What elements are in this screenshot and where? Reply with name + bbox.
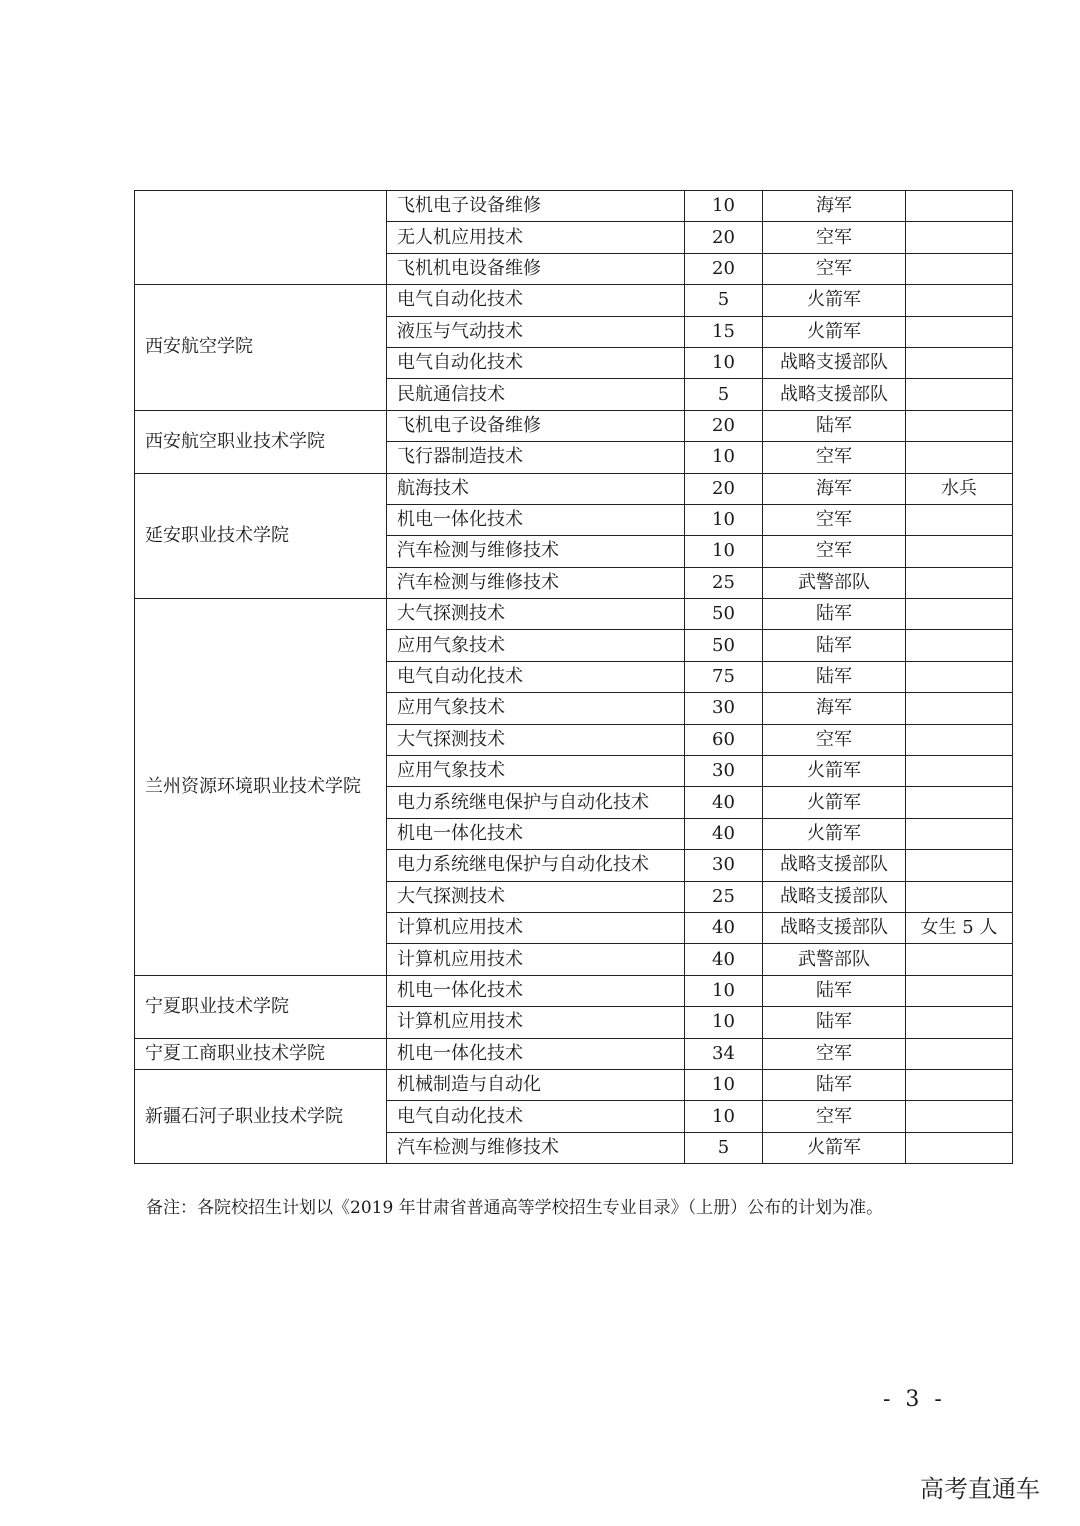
footnote: 备注：各院校招生计划以《2019 年甘肃省普通高等学校招生专业目录》（上册）公布的计划为准。 [146, 1198, 884, 1218]
remark-cell [906, 1038, 1013, 1069]
branch-cell: 陆军 [763, 661, 906, 692]
branch-cell: 火箭军 [763, 316, 906, 347]
count-cell: 5 [685, 1132, 763, 1163]
major-cell: 机械制造与自动化 [387, 1069, 685, 1100]
branch-cell: 陆军 [763, 630, 906, 661]
major-cell: 应用气象技术 [387, 756, 685, 787]
table-row [135, 975, 1013, 1006]
branch-cell: 空军 [763, 1101, 906, 1132]
school-name-cell: 兰州资源环境职业技术学院 [135, 599, 387, 976]
remark-cell [906, 536, 1013, 567]
remark-cell [906, 316, 1013, 347]
major-cell: 机电一体化技术 [387, 504, 685, 535]
major-cell: 电气自动化技术 [387, 661, 685, 692]
count-cell: 50 [685, 599, 763, 630]
major-cell: 大气探测技术 [387, 599, 685, 630]
major-cell: 电气自动化技术 [387, 347, 685, 378]
count-cell: 20 [685, 253, 763, 284]
branch-cell: 战略支援部队 [763, 881, 906, 912]
major-cell: 无人机应用技术 [387, 222, 685, 253]
remark-cell [906, 1069, 1013, 1100]
major-cell: 大气探测技术 [387, 881, 685, 912]
count-cell: 15 [685, 316, 763, 347]
remark-cell [906, 756, 1013, 787]
count-cell: 20 [685, 222, 763, 253]
school-name-cell: 西安航空学院 [135, 285, 387, 411]
count-cell: 5 [685, 285, 763, 316]
branch-cell: 火箭军 [763, 756, 906, 787]
branch-cell: 空军 [763, 504, 906, 535]
major-cell: 应用气象技术 [387, 630, 685, 661]
count-cell: 20 [685, 473, 763, 504]
remark-cell [906, 191, 1013, 222]
school-name-cell [135, 191, 387, 285]
major-cell: 应用气象技术 [387, 693, 685, 724]
major-cell: 大气探测技术 [387, 724, 685, 755]
school-name-cell: 延安职业技术学院 [135, 473, 387, 599]
major-cell: 汽车检测与维修技术 [387, 1132, 685, 1163]
remark-cell [906, 693, 1013, 724]
remark-cell [906, 724, 1013, 755]
branch-cell: 陆军 [763, 1007, 906, 1038]
count-cell: 50 [685, 630, 763, 661]
major-cell: 飞机机电设备维修 [387, 253, 685, 284]
major-cell: 机电一体化技术 [387, 818, 685, 849]
remark-cell [906, 567, 1013, 598]
count-cell: 10 [685, 1069, 763, 1100]
major-cell: 电气自动化技术 [387, 1101, 685, 1132]
remark-cell [906, 599, 1013, 630]
major-cell: 飞机电子设备维修 [387, 191, 685, 222]
school-name-cell: 西安航空职业技术学院 [135, 410, 387, 473]
table-row [135, 285, 1013, 316]
table-body [135, 191, 1013, 1164]
major-cell: 液压与气动技术 [387, 316, 685, 347]
count-cell: 10 [685, 504, 763, 535]
major-cell: 汽车检测与维修技术 [387, 536, 685, 567]
major-cell: 航海技术 [387, 473, 685, 504]
branch-cell: 海军 [763, 191, 906, 222]
count-cell: 10 [685, 347, 763, 378]
remark-cell: 女生 5 人 [906, 912, 1013, 943]
count-cell: 30 [685, 693, 763, 724]
remark-cell [906, 630, 1013, 661]
major-cell: 计算机应用技术 [387, 1007, 685, 1038]
major-cell: 汽车检测与维修技术 [387, 567, 685, 598]
remark-cell [906, 944, 1013, 975]
remark-cell [906, 975, 1013, 1006]
major-cell: 机电一体化技术 [387, 1038, 685, 1069]
remark-cell [906, 1101, 1013, 1132]
major-cell: 电力系统继电保护与自动化技术 [387, 850, 685, 881]
count-cell: 5 [685, 379, 763, 410]
branch-cell: 火箭军 [763, 285, 906, 316]
enrollment-plan-table [134, 190, 1013, 1164]
branch-cell: 空军 [763, 724, 906, 755]
branch-cell: 战略支援部队 [763, 850, 906, 881]
remark-cell [906, 222, 1013, 253]
branch-cell: 空军 [763, 222, 906, 253]
watermark-text: 高考直通车 [920, 1475, 1040, 1503]
table-row [135, 599, 1013, 630]
table-row [135, 473, 1013, 504]
branch-cell: 火箭军 [763, 818, 906, 849]
count-cell: 20 [685, 410, 763, 441]
major-cell: 飞机电子设备维修 [387, 410, 685, 441]
school-name-cell: 宁夏职业技术学院 [135, 975, 387, 1038]
count-cell: 40 [685, 818, 763, 849]
branch-cell: 陆军 [763, 599, 906, 630]
count-cell: 25 [685, 881, 763, 912]
branch-cell: 战略支援部队 [763, 379, 906, 410]
count-cell: 10 [685, 191, 763, 222]
table-row [135, 1069, 1013, 1100]
branch-cell: 战略支援部队 [763, 347, 906, 378]
branch-cell: 空军 [763, 442, 906, 473]
major-cell: 电气自动化技术 [387, 285, 685, 316]
major-cell: 机电一体化技术 [387, 975, 685, 1006]
branch-cell: 空军 [763, 253, 906, 284]
count-cell: 60 [685, 724, 763, 755]
remark-cell [906, 285, 1013, 316]
branch-cell: 火箭军 [763, 1132, 906, 1163]
branch-cell: 空军 [763, 536, 906, 567]
school-name-cell: 宁夏工商职业技术学院 [135, 1038, 387, 1069]
table-row [135, 410, 1013, 441]
remark-cell [906, 1132, 1013, 1163]
remark-cell [906, 347, 1013, 378]
branch-cell: 武警部队 [763, 944, 906, 975]
remark-cell: 水兵 [906, 473, 1013, 504]
count-cell: 40 [685, 787, 763, 818]
table-row [135, 1038, 1013, 1069]
branch-cell: 空军 [763, 1038, 906, 1069]
count-cell: 40 [685, 944, 763, 975]
count-cell: 30 [685, 756, 763, 787]
remark-cell [906, 850, 1013, 881]
major-cell: 民航通信技术 [387, 379, 685, 410]
count-cell: 10 [685, 536, 763, 567]
count-cell: 10 [685, 975, 763, 1006]
count-cell: 34 [685, 1038, 763, 1069]
branch-cell: 海军 [763, 693, 906, 724]
branch-cell: 战略支援部队 [763, 912, 906, 943]
branch-cell: 海军 [763, 473, 906, 504]
remark-cell [906, 818, 1013, 849]
count-cell: 10 [685, 442, 763, 473]
major-cell: 计算机应用技术 [387, 944, 685, 975]
remark-cell [906, 661, 1013, 692]
remark-cell [906, 379, 1013, 410]
remark-cell [906, 1007, 1013, 1038]
branch-cell: 陆军 [763, 1069, 906, 1100]
remark-cell [906, 787, 1013, 818]
count-cell: 30 [685, 850, 763, 881]
remark-cell [906, 504, 1013, 535]
count-cell: 75 [685, 661, 763, 692]
branch-cell: 陆军 [763, 410, 906, 441]
count-cell: 10 [685, 1007, 763, 1038]
count-cell: 10 [685, 1101, 763, 1132]
remark-cell [906, 410, 1013, 441]
count-cell: 25 [685, 567, 763, 598]
table-row [135, 191, 1013, 222]
branch-cell: 火箭军 [763, 787, 906, 818]
remark-cell [906, 442, 1013, 473]
remark-cell [906, 881, 1013, 912]
school-name-cell: 新疆石河子职业技术学院 [135, 1069, 387, 1163]
page-number: - 3 - [883, 1387, 946, 1412]
branch-cell: 陆军 [763, 975, 906, 1006]
major-cell: 飞行器制造技术 [387, 442, 685, 473]
major-cell: 电力系统继电保护与自动化技术 [387, 787, 685, 818]
remark-cell [906, 253, 1013, 284]
count-cell: 40 [685, 912, 763, 943]
major-cell: 计算机应用技术 [387, 912, 685, 943]
branch-cell: 武警部队 [763, 567, 906, 598]
